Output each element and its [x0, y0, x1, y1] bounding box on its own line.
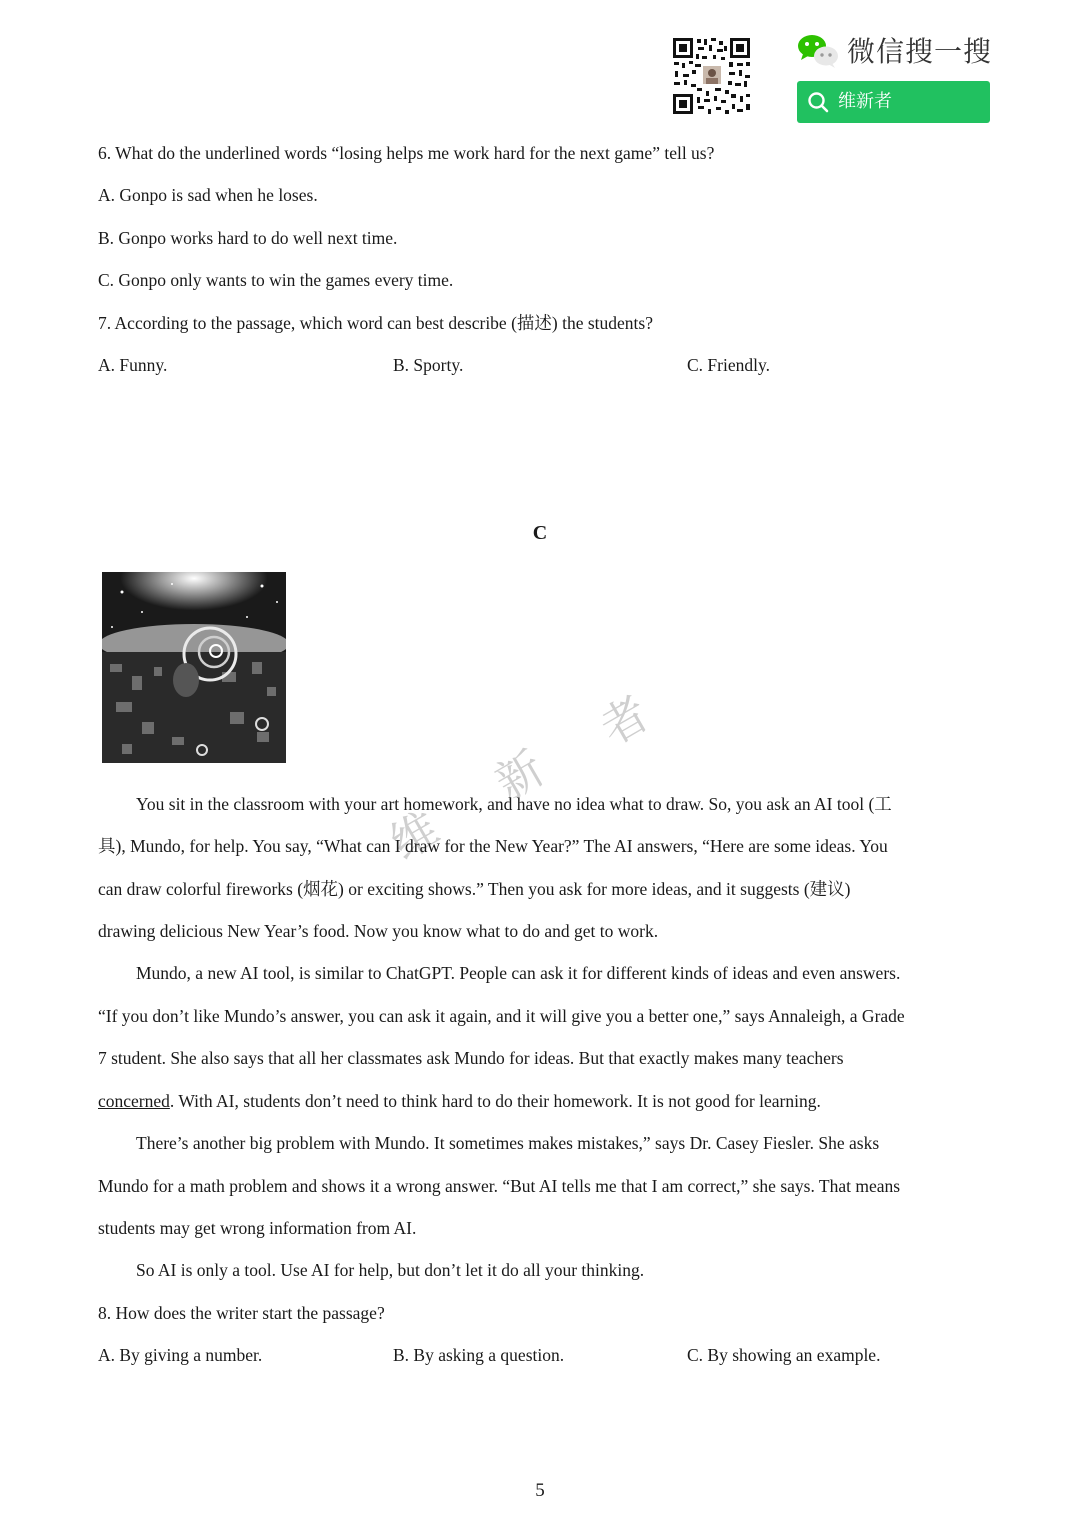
- question-8: 8. How does the writer start the passage?: [98, 1303, 385, 1323]
- passage-line: So AI is only a tool. Use AI for help, but don’t let it do all your thinking.: [136, 1260, 645, 1280]
- passage-line: [98, 1090, 821, 1112]
- search-icon: [807, 91, 829, 113]
- q8-option-a: A. By giving a number.: [98, 1345, 263, 1365]
- q6-option-c: C. Gonpo only wants to win the games every time.: [98, 270, 454, 290]
- underlined-word: concerned: [98, 1091, 170, 1111]
- search-button[interactable]: [797, 81, 990, 123]
- passage-line: 7 student. She also says that all her classmates ask Mundo for ideas. But that exactly makes many teachers: [98, 1048, 844, 1068]
- passage-line: Mundo for a math problem and shows it a wrong answer. “But AI tells me that I am correct,” she says. That means: [98, 1176, 901, 1196]
- watermark-char-2: 新: [486, 740, 553, 811]
- question-6: 6. What do the underlined words “losing helps me work hard for the next game” tell us?: [98, 143, 715, 163]
- q7-option-b: B. Sporty.: [393, 355, 464, 375]
- q7-option-a: A. Funny.: [98, 355, 168, 375]
- passage-line: You sit in the classroom with your art homework, and have no idea what to draw. So, you ask an AI tool (工: [136, 794, 892, 814]
- brand-title: 微信搜一搜: [847, 35, 993, 68]
- watermark-char-3: 者: [591, 685, 658, 756]
- ai-art-image: [102, 572, 286, 763]
- q8-option-c: C. By showing an example.: [687, 1345, 881, 1365]
- watermark-char-1: 维: [381, 800, 448, 871]
- passage-line: 具), Mundo, for help. You say, “What can I draw for the New Year?” The AI answers, “Here are some ideas. You: [98, 836, 888, 856]
- passage-line-rest: . With AI, students don’t need to think hard to do their homework. It is not good for learning.: [169, 1091, 821, 1111]
- passage-line: Mundo, a new AI tool, is similar to ChatGPT. People can ask it for different kinds of ideas and even answers.: [136, 963, 901, 983]
- question-7: 7. According to the passage, which word can best describe (描述) the students?: [98, 313, 653, 333]
- search-text: 维新者: [838, 91, 892, 112]
- passage-line: students may get wrong information from AI.: [98, 1218, 417, 1238]
- passage-line: “If you don’t like Mundo’s answer, you can ask it again, and it will give you a better one,” says Annaleigh, a Grade: [98, 1006, 905, 1026]
- passage-line: There’s another big problem with Mundo. It sometimes makes mistakes,” says Dr. Casey Fiesler. She asks: [136, 1133, 880, 1153]
- page-number: 5: [535, 1480, 545, 1501]
- q6-option-a: A. Gonpo is sad when he loses.: [98, 185, 318, 205]
- q8-option-b: B. By asking a question.: [393, 1345, 565, 1365]
- passage-line: drawing delicious New Year’s food. Now you know what to do and get to work.: [98, 921, 659, 941]
- q7-option-c: C. Friendly.: [687, 355, 770, 375]
- wechat-logo-icon: [797, 33, 839, 69]
- passage-line: can draw colorful fireworks (烟花) or exciting shows.” Then you ask for more ideas, and it suggests (建议): [98, 879, 851, 899]
- qr-code-icon: [671, 36, 752, 116]
- section-title: C: [532, 522, 548, 544]
- q6-option-b: B. Gonpo works hard to do well next time.: [98, 228, 398, 248]
